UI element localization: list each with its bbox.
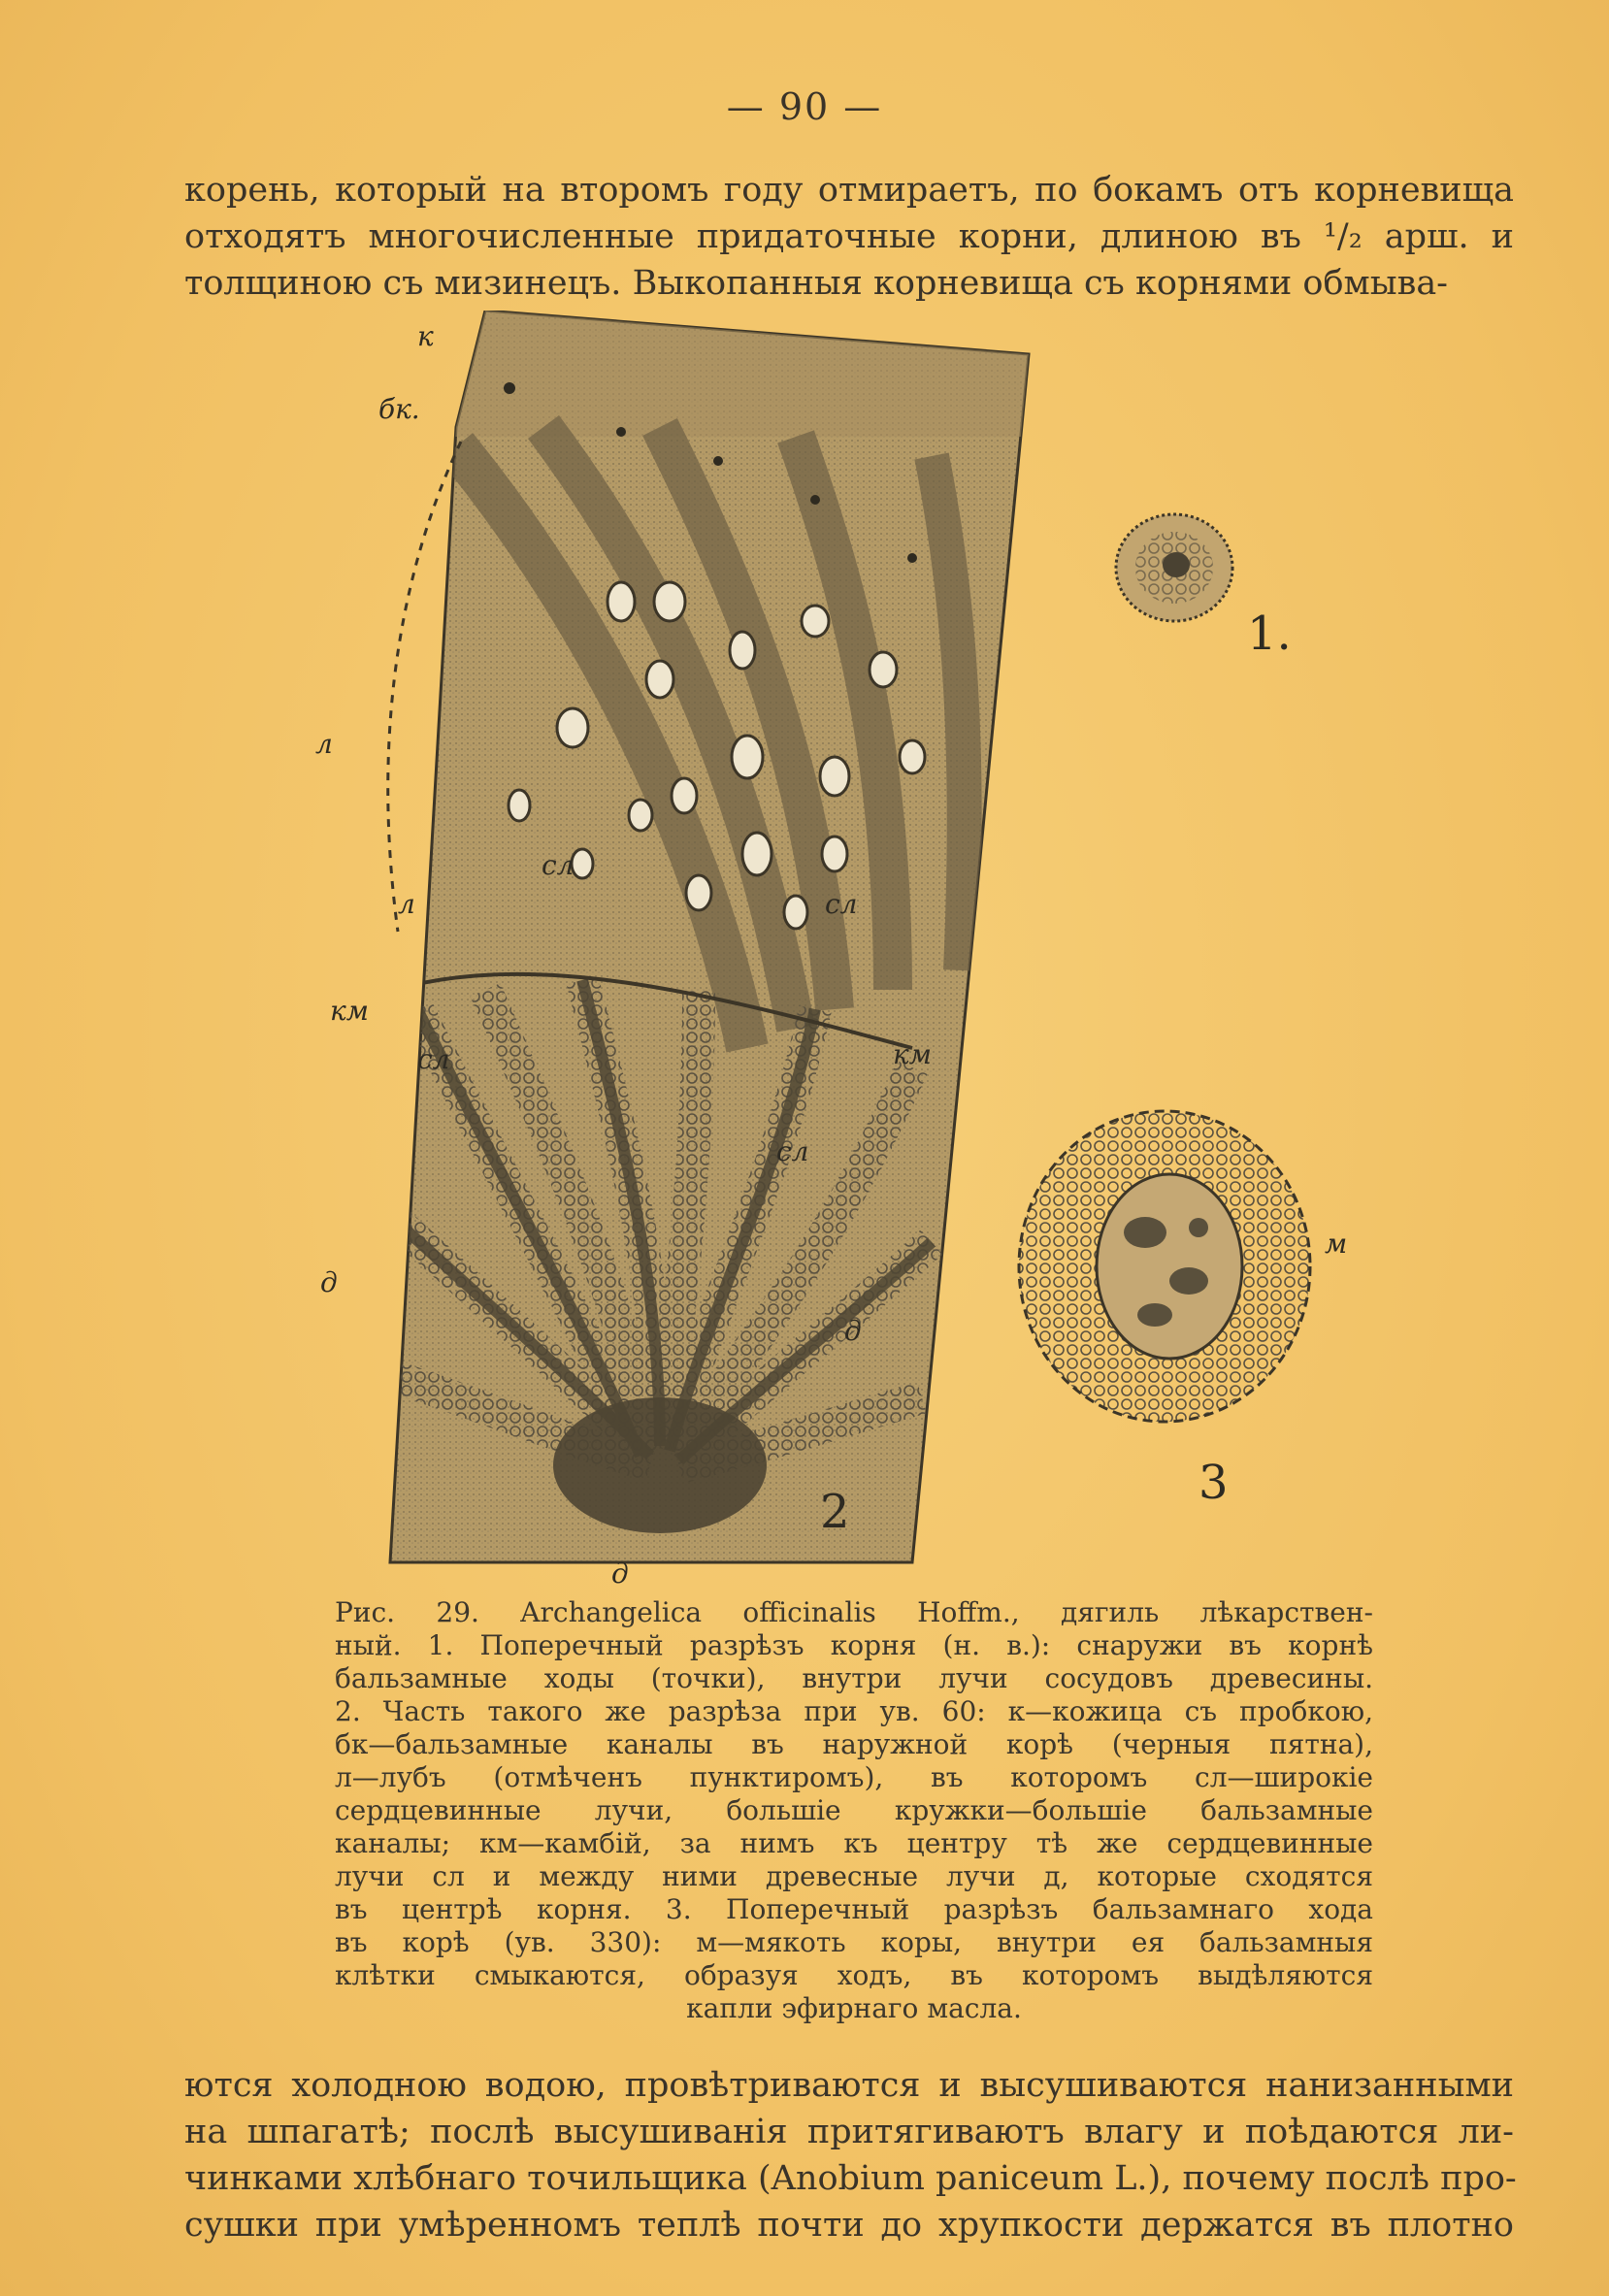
small-root-section	[1116, 514, 1232, 621]
caption-line: Рис. 29. Archangelica officinalis Hoffm., дягиль лѣкарствен-	[335, 1596, 1373, 1628]
label-m: м	[1325, 1228, 1348, 1260]
bottom-paragraph	[184, 2062, 1517, 2248]
figure-number-2: 2	[820, 1485, 850, 1539]
caption-line: бк—бальзамные каналы въ наружной корѣ (черныя пятна),	[335, 1728, 1373, 1760]
text-line: отходятъ многочисленные придаточные корни, длиною въ ¹/₂ арш. и	[184, 217, 1514, 256]
label-d-left: д	[320, 1266, 338, 1298]
text-line: толщиною съ мизинецъ. Выкопанныя корневища съ корнями обмыва-	[184, 264, 1449, 303]
label-bk: бк.	[378, 393, 420, 425]
figure-caption	[335, 1596, 1373, 2025]
label-km-right: км	[893, 1038, 932, 1070]
label-k: к	[417, 320, 434, 352]
page-number: — 90 —	[726, 85, 883, 128]
text-line: на шпагатѣ; послѣ высушиванія притягиваютъ влагу и поѣдаются ли-	[184, 2113, 1514, 2151]
top-paragraph	[184, 167, 1514, 307]
label-l-outer: л	[315, 728, 333, 760]
section-wedge	[388, 311, 1067, 1562]
caption-line: лучи сл и между ними древесные лучи д, которые сходятся	[335, 1860, 1373, 1892]
label-sl-lower-left: сл	[417, 1043, 450, 1075]
caption-line: капли эфирнаго масла.	[686, 1992, 1022, 2024]
figure-29	[291, 311, 1378, 1591]
label-km-left: км	[330, 995, 369, 1027]
caption-line: каналы; км—камбій, за нимъ къ центру тѣ же сердцевинные	[335, 1827, 1373, 1859]
label-sl-upper-right: сл	[825, 888, 858, 920]
caption-line: бальзамные ходы (точки), внутри лучи сосудовъ древесины.	[335, 1662, 1373, 1694]
figure-number-3: 3	[1199, 1456, 1229, 1510]
caption-line: въ корѣ (ув. 330): м—мякоть коры, внутри ея бальзамныя	[335, 1926, 1373, 1958]
label-l-inner: л	[398, 888, 415, 920]
caption-line: 2. Часть такого же разрѣза при ув. 60: к—кожица съ пробкою,	[335, 1695, 1373, 1727]
caption-line: въ центрѣ корня. 3. Поперечный разрѣзъ бальзамнаго хода	[335, 1893, 1373, 1925]
label-sl-upper-left: сл	[542, 849, 575, 881]
label-sl-lower-mid: сл	[776, 1135, 809, 1167]
figure-number-1: 1.	[1247, 607, 1292, 661]
caption-line: сердцевинные лучи, большіе кружки—большіе бальзамные	[335, 1794, 1373, 1826]
text-line: корень, который на второмъ году отмираетъ, по бокамъ отъ корневища	[184, 171, 1514, 210]
text-line: чинками хлѣбнаго точильщика (Anobium paniceum L.), почему послѣ про-	[184, 2159, 1517, 2198]
caption-line: ный. 1. Поперечный разрѣзъ корня (н. в.): снаружи въ корнѣ	[335, 1629, 1373, 1661]
caption-line: л—лубъ (отмѣченъ пунктиромъ), въ которомъ сл—широкіе	[335, 1761, 1373, 1793]
text-line: ются холодною водою, провѣтриваются и высушиваются нанизанными	[184, 2066, 1514, 2105]
root-section-illustration	[291, 311, 1378, 1591]
balsam-duct-section	[1019, 1111, 1310, 1422]
label-d-bottom: д	[611, 1558, 629, 1590]
caption-line: клѣтки смыкаются, образуя ходъ, въ которомъ выдѣляются	[335, 1959, 1373, 1991]
label-d-right: д	[844, 1315, 862, 1347]
text-line: сушки при умѣренномъ теплѣ почти до хрупкости держатся въ плотно	[184, 2206, 1514, 2245]
